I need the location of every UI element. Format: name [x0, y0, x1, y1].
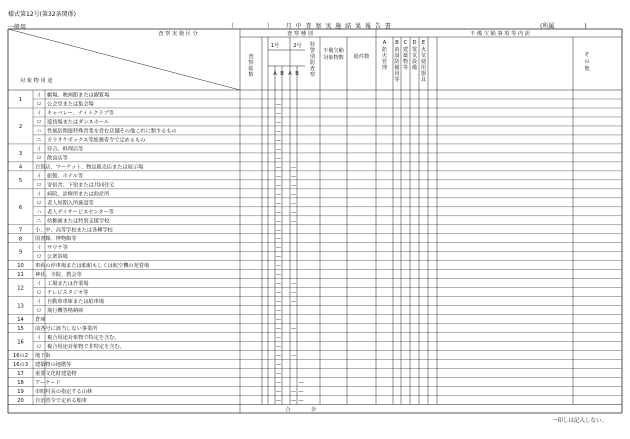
vertical-char: 備: [394, 65, 400, 71]
row-usage: キャバレー、ナイトクラブ等: [47, 110, 114, 117]
total-label: 合 計: [285, 407, 317, 413]
row-usage: 前各号に該当しない事業所: [35, 326, 98, 333]
dash-mark: —: [275, 110, 282, 117]
sub-b-label: B: [295, 71, 299, 77]
row-usage: テレビスタジオ等: [47, 290, 89, 297]
row-usage: 飲食店等: [47, 155, 68, 162]
vertical-char: 等: [402, 65, 409, 71]
row-usage: 工場または作業場: [47, 281, 89, 288]
defect-col-text: [403, 45, 409, 71]
row-sub: ロ: [36, 344, 42, 351]
row-sub: イ: [36, 110, 42, 117]
row-usage: 複合用途対象物で非特定を含む。: [47, 344, 125, 351]
defect-count-label: 対象物数: [323, 55, 344, 61]
row-number: 15: [17, 326, 24, 333]
vertical-char: 備: [411, 65, 418, 71]
dash-mark: —: [290, 191, 297, 198]
row-usage: 神社、寺院、教会等: [35, 272, 82, 279]
row-sub: イ: [36, 335, 42, 342]
defect-col-text: [382, 45, 388, 71]
dash-mark: —: [290, 281, 297, 288]
row-sub: ハ: [36, 209, 42, 216]
form-number: 様式第12号(第32条関係): [8, 11, 76, 18]
dash-mark: —: [275, 101, 282, 108]
row-usage: 建築物の地階等: [35, 362, 72, 369]
row-number: 18: [17, 380, 24, 387]
title-paren-close: ）: [266, 23, 274, 30]
row-usage: 倉庫: [35, 317, 46, 324]
row-usage: 地下街: [35, 353, 51, 360]
row-usage: 自動車車庫または駐車場: [47, 299, 105, 306]
row-usage: 小、中、高等学校または各種学校: [35, 227, 113, 234]
row-sub: イ: [36, 245, 42, 252]
dash-mark: —: [275, 308, 282, 315]
sub-b-label: B: [280, 71, 284, 77]
row-sub: ロ: [36, 182, 42, 189]
row-usage: 車両の停車場または船舶もしくは航空機の発着場: [35, 263, 150, 270]
vertical-char: 防: [394, 59, 400, 65]
vertical-char: 防: [381, 47, 388, 53]
row-usage: 百貨店、マーケット、物品販売店または展示場: [35, 164, 144, 171]
vertical-char: 設: [394, 53, 400, 59]
vertical-char: 築: [402, 53, 409, 59]
type-1-label: 1号: [270, 43, 280, 49]
row-number: 6: [18, 204, 23, 211]
row-number: 20: [17, 398, 24, 405]
row-usage: 病院、診療所または助産所: [47, 191, 110, 198]
row-number: 9: [18, 249, 23, 256]
dash-mark: —: [275, 344, 282, 351]
form-sub-label: 一般用: [8, 24, 27, 31]
vertical-char: 査: [309, 66, 316, 72]
inspection-total-label: [248, 52, 254, 78]
dash-mark: —: [275, 263, 282, 270]
dash-mark: —: [275, 218, 282, 225]
dash-mark: —: [275, 353, 282, 360]
dash-mark: —: [290, 326, 297, 333]
dash-mark: —: [275, 245, 282, 252]
row-sub: ロ: [36, 290, 42, 297]
dash-mark: —: [275, 290, 282, 297]
row-usage: 性風俗関連特殊営業を営む店舗その他これに類するもの: [47, 128, 177, 135]
other-label: [584, 51, 589, 72]
row-usage: カラオケボックス等総務省令で定めるもの: [47, 137, 146, 144]
row-number: 4: [18, 164, 23, 171]
dash-mark: —: [275, 119, 282, 126]
row-number: 16の3: [12, 362, 29, 369]
vertical-char: 気: [420, 53, 427, 59]
row-sub: ロ: [36, 200, 42, 207]
row-sub: ニ: [36, 137, 42, 144]
row-usage: 老人デイサービスセンター等: [47, 209, 114, 216]
vertical-char: 特: [309, 42, 316, 48]
row-usage: 幼稚園または特別支援学校: [47, 218, 110, 225]
row-sub: イ: [36, 191, 42, 198]
row-number: 13: [17, 303, 24, 310]
title-text: 月 中 査 察 実 施 結 果 報 告 書: [285, 23, 392, 30]
row-sub: ロ: [36, 155, 42, 162]
defect-col-letter: B: [395, 40, 399, 46]
row-sub: イ: [36, 173, 42, 180]
dash-mark: —: [275, 254, 282, 261]
dash-mark: —: [275, 209, 282, 216]
row-usage: 待合、料理店等: [47, 146, 84, 153]
dash-mark: —: [275, 173, 282, 180]
vertical-char: そ: [584, 52, 590, 58]
row-sub: ハ: [36, 128, 42, 135]
dash-mark: —: [275, 281, 282, 288]
dash-mark: —: [275, 317, 282, 324]
vertical-char: 火: [381, 53, 388, 59]
row-usage: 図書館、博物館等: [35, 236, 77, 243]
usage-label: 対 象 物 用 途: [20, 78, 53, 84]
special-inspection-label: [310, 40, 316, 78]
vertical-char: 査: [248, 54, 254, 60]
row-usage: 重要文化財建造物: [35, 371, 77, 378]
row-number: 12: [17, 285, 24, 292]
vertical-char: 別: [309, 54, 316, 60]
dash-mark: —: [290, 218, 297, 225]
defects-detail-label: 不 備 欠 陥 事 項 等 内 訳: [470, 31, 530, 37]
vertical-char: 理: [381, 65, 388, 71]
vertical-char: 用: [420, 65, 427, 71]
row-sub: イ: [36, 281, 42, 288]
dash-mark: —: [275, 397, 282, 404]
defect-col-letter: D: [412, 40, 417, 46]
dash-mark: —: [275, 182, 282, 189]
row-number: 10: [17, 263, 24, 270]
row-number: 8: [18, 236, 23, 243]
row-usage: 公会堂または集会場: [47, 101, 94, 108]
vertical-char: 設: [411, 59, 418, 65]
row-usage: 劇場、映画館または観覧場: [47, 92, 110, 99]
inspect-type-label: 査 察 種 別: [287, 31, 313, 37]
dash-mark: —: [290, 397, 297, 404]
dash-mark: —: [275, 164, 282, 171]
vertical-char: 防: [309, 60, 316, 66]
dash-mark: —: [275, 272, 282, 279]
defect-col-text: [421, 45, 427, 83]
row-number: 16の2: [12, 353, 29, 360]
vertical-char: 具: [420, 77, 427, 83]
dash-mark: —: [275, 335, 282, 342]
defect-col-letter: C: [403, 40, 408, 46]
dash-mark: —: [275, 362, 282, 369]
row-sub: ロ: [36, 308, 42, 315]
branch-label: (所属 ): [540, 23, 587, 30]
row-sub: ニ: [36, 218, 42, 225]
row-number: 5: [18, 177, 23, 184]
row-usage: 自治省令で定める舶車: [35, 397, 87, 404]
dash-mark: —: [298, 397, 304, 404]
row-number: 19: [17, 389, 24, 396]
dash-mark: —: [275, 191, 282, 198]
vertical-char: 数: [248, 72, 254, 78]
row-sub: イ: [36, 92, 42, 99]
dash-mark: —: [298, 388, 304, 395]
row-number: 1: [18, 96, 23, 103]
dash-mark: —: [290, 299, 297, 306]
row-sub: ロ: [36, 119, 42, 126]
defect-col-text: [394, 45, 400, 83]
row-number: 3: [18, 150, 23, 157]
defect-col-letter: A: [382, 40, 387, 46]
row-usage: 老人短期入所施設等: [47, 200, 94, 207]
dash-mark: —: [275, 128, 282, 135]
vertical-char: 気: [411, 53, 418, 59]
total-count-label: 総件数: [353, 54, 370, 60]
defect-col-text: [412, 45, 418, 71]
row-sub: ロ: [36, 254, 42, 261]
vertical-char: 等: [394, 77, 400, 83]
dash-mark: —: [290, 164, 297, 171]
row-number: 16: [17, 339, 24, 346]
row-number: 7: [18, 227, 23, 234]
dash-mark: —: [290, 182, 297, 189]
vertical-char: 察: [248, 60, 254, 66]
title-paren-open: （: [228, 23, 236, 30]
dash-mark: —: [290, 353, 297, 360]
row-usage: 公衆浴場: [47, 254, 68, 261]
row-number: 11: [17, 272, 24, 279]
vertical-char: 物: [402, 59, 409, 65]
dash-mark: —: [275, 326, 282, 333]
vertical-char: 器: [420, 71, 427, 77]
row-usage: 複合用途対象物で特定を含む。: [47, 335, 120, 342]
row-number: 17: [17, 371, 24, 378]
vertical-char: 電: [411, 47, 418, 53]
dash-mark: —: [290, 200, 297, 207]
row-usage: アーケード: [35, 380, 61, 387]
row-sub: ロ: [36, 101, 42, 108]
row-sub: イ: [36, 299, 42, 306]
vertical-char: の: [584, 59, 590, 65]
vertical-char: 使: [420, 59, 427, 65]
dash-mark: —: [275, 200, 282, 207]
dash-mark: —: [275, 146, 282, 153]
vertical-char: 総: [248, 66, 254, 72]
sub-a-label: A: [273, 71, 277, 77]
dash-mark: —: [298, 380, 304, 387]
row-number: 2: [18, 123, 23, 130]
row-usage: 遊技場またはダンスホール: [47, 119, 110, 126]
vertical-char: 用: [394, 71, 400, 77]
dash-mark: —: [275, 380, 282, 387]
vertical-char: 察: [309, 72, 316, 78]
dash-mark: —: [290, 173, 297, 180]
vertical-char: 他: [584, 66, 590, 72]
row-usage: サウナ等: [47, 245, 68, 252]
vertical-char: 警: [309, 48, 316, 54]
footnote: 一印しは記入しない。: [552, 418, 608, 424]
dash-mark: —: [275, 155, 282, 162]
vertical-char: 管: [381, 59, 388, 65]
row-number: 14: [17, 317, 24, 324]
vertical-char: 消: [394, 47, 400, 53]
dash-mark: —: [290, 388, 297, 395]
type-2-label: 2号: [293, 43, 302, 49]
row-sub: イ: [36, 146, 42, 153]
defect-col-letter: E: [421, 40, 426, 46]
dash-mark: —: [275, 371, 282, 378]
dash-mark: —: [275, 236, 282, 243]
dash-mark: —: [275, 388, 282, 395]
defect-count-label: 不備欠陥: [323, 48, 344, 54]
dash-mark: —: [275, 137, 282, 144]
dash-mark: —: [290, 209, 297, 216]
dash-mark: —: [275, 227, 282, 234]
row-usage: 寄宿舎、下宿または共同住宅: [47, 182, 115, 189]
vertical-char: 火: [420, 47, 427, 53]
dash-mark: —: [275, 299, 282, 306]
category-label: 査 察 実 施 区 分: [158, 31, 198, 37]
sub-a-label: A: [288, 71, 292, 77]
row-usage: 飛行機等格納庫: [47, 308, 84, 315]
vertical-char: 建: [402, 47, 409, 53]
row-usage: 市町村長の指定する山林: [35, 388, 93, 395]
dash-mark: —: [290, 290, 297, 297]
row-usage: 旅館、ホテル等: [47, 173, 84, 180]
